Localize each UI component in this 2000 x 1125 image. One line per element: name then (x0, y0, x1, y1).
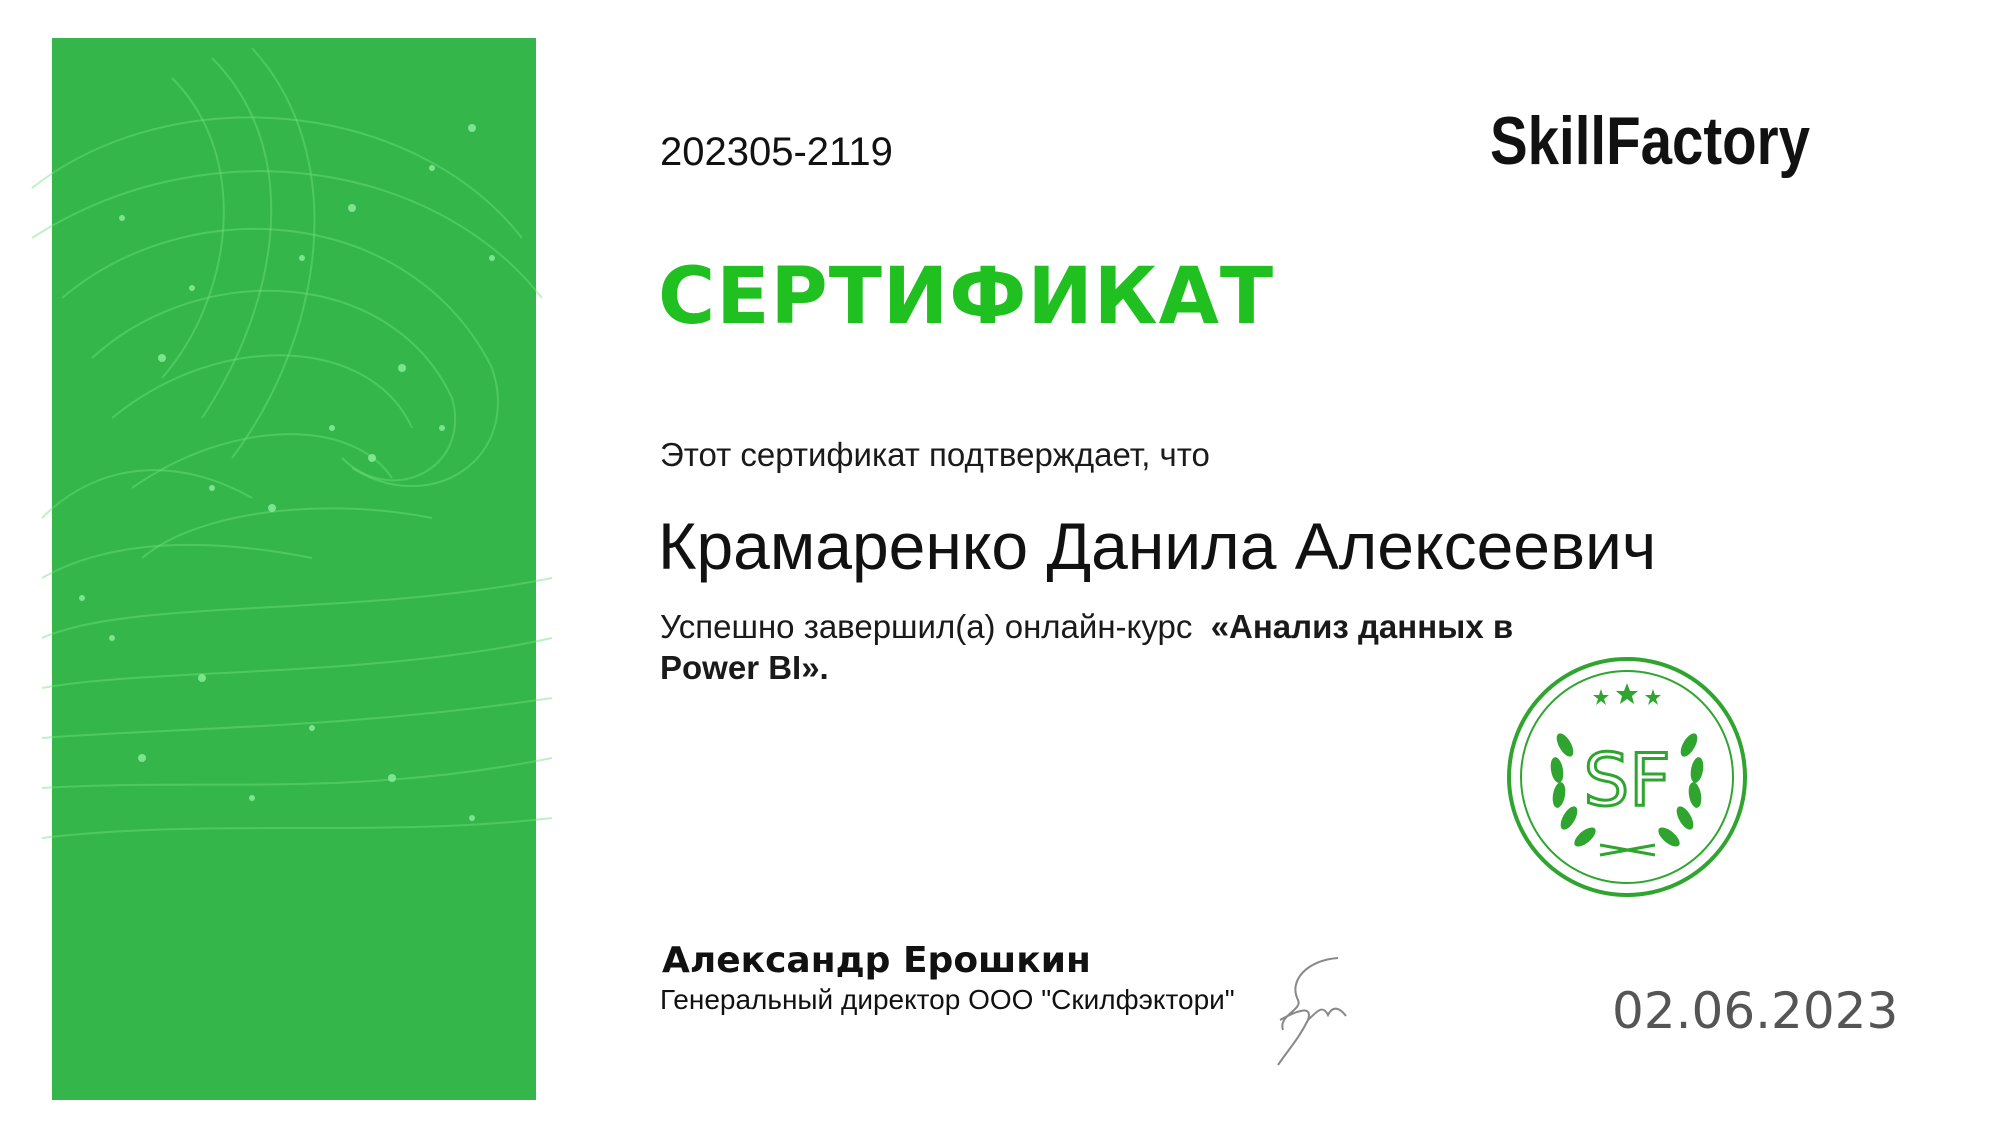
certificate-date: 02.06.2023 (1612, 982, 1899, 1040)
skillfactory-logo (1490, 96, 1820, 186)
seal-text: SF (1583, 738, 1671, 822)
handwritten-signature (1268, 950, 1358, 1070)
swirl-pattern-graphic (52, 38, 536, 1100)
recipient-name: Крамаренко Данила Алексеевич (658, 509, 1657, 583)
course-name: «Анализ данных в Power BI». (660, 608, 1514, 687)
logo-text: SkillFactory (1490, 103, 1811, 179)
confirmation-text: Этот сертификат подтверждает, что (660, 436, 1210, 473)
certificate-number: 202305-2119 (660, 130, 893, 174)
sf-seal-stamp (1505, 655, 1750, 900)
decorative-green-panel (52, 38, 536, 1100)
certificate-title: СЕРТИФИКАТ (658, 252, 1275, 342)
completion-label: Успешно завершил(а) онлайн-курс (660, 608, 1193, 645)
signer-name: Александр Ерошкин (662, 940, 1091, 981)
signer-title: Генеральный директор ООО "Скилфэктори" (660, 984, 1235, 1015)
course-completion-text (660, 606, 1530, 689)
